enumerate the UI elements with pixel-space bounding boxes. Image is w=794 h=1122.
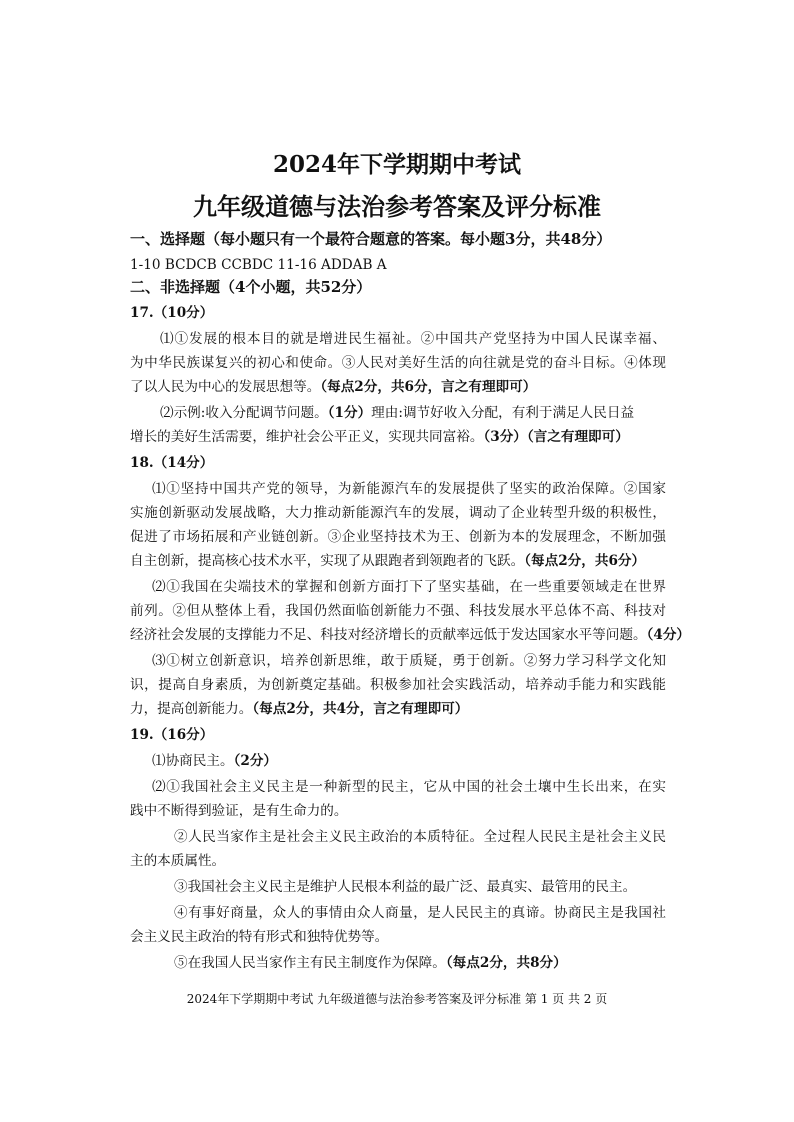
q19-label: 19.（16分）	[130, 727, 214, 743]
q17-p1-line3	[130, 377, 666, 397]
q18-p1-line4-text: 自主创新，提高核心技术水平，实现了从跟跑者到领跑者的飞跃。	[130, 553, 525, 569]
q19-p2-line1: ⑵①我国社会主义民主是一种新型的民主，它从中国的社会土壤中生长出来，在实	[152, 779, 666, 795]
section2-heading: 二、非选择题（4个小题，共52分）	[130, 278, 372, 296]
q18-p3-line3-text: 力，提高创新能力。	[130, 701, 253, 717]
q18-label: 18.（14分）	[130, 455, 214, 471]
q17-p2-score1: （1分）	[327, 405, 372, 421]
q17-label: 17.（10分）	[130, 305, 214, 321]
exam-subtitle: 九年级道德与法治参考答案及评分标准	[193, 192, 601, 221]
q18-p1-line1: ⑴①坚持中国共产党的领导，为新能源汽车的发展提供了坚实的政治保障。②国家	[152, 481, 666, 497]
q18-p2-line2: 前列。②但从整体上看，我国仍然面临创新能力不强、科技发展水平总体不高、科技对	[130, 603, 666, 619]
q18-p3-line3	[130, 699, 666, 719]
q19-p1-scoring: （2分）	[233, 753, 278, 769]
q19-p2-line2: 践中不断得到验证，是有生命力的。	[130, 803, 348, 819]
q19-p2-line7: 会主义民主政治的特有形式和独特优势等。	[130, 929, 389, 945]
q17-p1-scoring: （每点2分，共6分，言之有理即可）	[320, 379, 537, 395]
q18-p3-line2: 识，提高自身素质，为创新奠定基础。积极参加社会实践活动，培养动手能力和实践能	[130, 677, 666, 693]
q18-p1-line4	[130, 551, 666, 571]
q19-p2-line8	[174, 953, 666, 973]
q17-p2-line2	[130, 427, 666, 447]
q18-p2-line3	[130, 625, 691, 645]
q18-p3-line1: ⑶①树立创新意识，培养创新思维，敢于质疑，勇于创新。②努力学习科学文化知	[152, 653, 666, 669]
q19-p2-line6: ④有事好商量，众人的事情由众人商量，是人民民主的真谛。协商民主是我国社	[174, 905, 666, 921]
q18-p1-line3: 促进了市场拓展和产业链创新。③企业坚持技术为王、创新为本的发展理念，不断加强	[130, 529, 666, 545]
q18-p2-line1: ⑵①我国在尖端技术的掌握和创新方面打下了坚实基础，在一些重要领域走在世界	[152, 579, 666, 595]
q19-p1	[152, 751, 666, 771]
q17-p1-line2: 为中华民族谋复兴的初心和使命。③人民对美好生活的向往就是党的奋斗目标。④体现	[130, 355, 666, 371]
q18-p1-line2: 实施创新驱动发展战略，大力推动新能源汽车的发展，调动了企业转型升级的积极性，	[130, 505, 666, 521]
q19-p1-text: ⑴协商民主。	[152, 753, 234, 769]
q18-p1-scoring: （每点2分，共6分）	[524, 553, 646, 569]
choice-answers: 1-10 BCDCB CCBDC 11-16 ADDAB A	[130, 257, 387, 273]
q17-p2-example: ⑵示例:收入分配调节问题。	[160, 405, 328, 421]
q17-p1-line1: ⑴①发展的根本目的就是增进民生福祉。②中国共产党坚持为中国人民谋幸福、	[160, 331, 666, 347]
q17-p1-line3-text: 了以人民为中心的发展思想等。	[130, 379, 321, 395]
section1-heading: 一、选择题（每小题只有一个最符合题意的答案。每小题3分，共48分）	[130, 230, 612, 248]
page-footer: 2024年下学期期中考试 九年级道德与法治参考答案及评分标准 第 1 页 共 2 页	[186, 992, 608, 1006]
q17-p2-scoring: （3分）（言之有理即可）	[483, 429, 629, 445]
q18-p2-line3-text: 经济社会发展的支撑能力不足、科技对经济增长的贡献率远低于发达国家水平等问题。	[130, 627, 647, 643]
q17-p2-line1	[160, 403, 666, 423]
q17-p2-reason: 理由:调节好收入分配，有利于满足人民日益	[371, 405, 635, 421]
q17-p2-line2-text: 增长的美好生活需要，维护社会公平正义，实现共同富裕。	[130, 429, 484, 445]
q19-p2-line3: ②人民当家作主是社会主义民主政治的本质特征。全过程人民民主是社会主义民	[174, 829, 666, 845]
q19-p2-line5: ③我国社会主义民主是维护人民根本利益的最广泛、最真实、最管用的民主。	[174, 879, 637, 895]
q18-p2-scoring: （4分）	[646, 627, 691, 643]
q19-p2-line4: 主的本质属性。	[130, 853, 226, 869]
q19-p2-line8-text: ⑤在我国人民当家作主有民主制度作为保障。	[174, 955, 446, 971]
q19-p2-scoring: （每点2分，共8分）	[445, 955, 567, 971]
exam-title: 2024年下学期期中考试	[272, 151, 521, 178]
q18-p3-scoring: （每点2分，共4分，言之有理即可）	[252, 701, 469, 717]
